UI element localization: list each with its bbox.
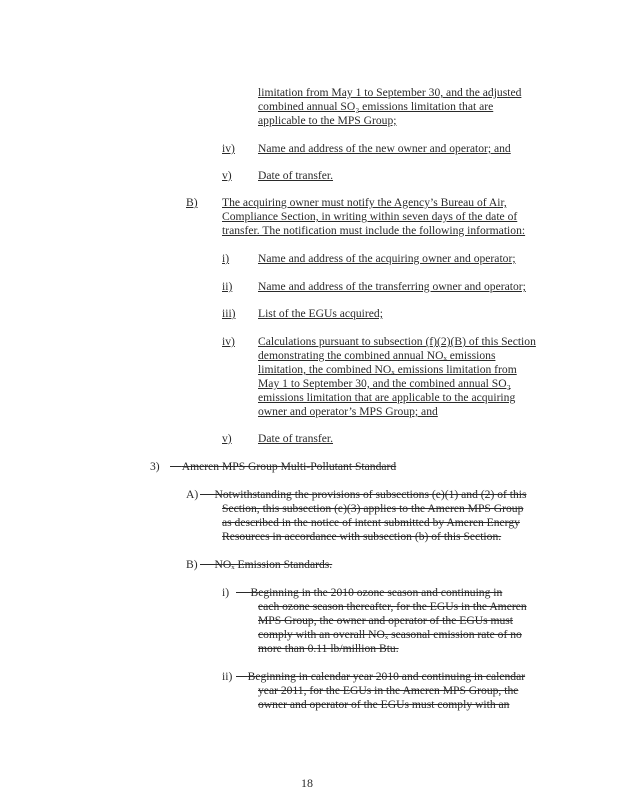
text-line: Section, this subsection (e)(3) applies to the Ameren MPS Group: [222, 502, 524, 515]
item-label: iv): [222, 335, 235, 348]
struck-text: Beginning in the 2010 ozone season and continuing in: [250, 586, 503, 599]
text-line: May 1 to September 30, and the combined annual SO₂: [258, 377, 511, 390]
text-line: Date of transfer.: [258, 432, 334, 445]
text-line: [200, 488, 527, 501]
struck-text: Notwithstanding the provisions of subsections (e)(1) and (2) of this: [214, 488, 527, 501]
text-line: each ozone season thereafter, for the EGUs in the Ameren: [258, 600, 527, 613]
text-line: [236, 586, 502, 599]
item-label: ii): [222, 280, 233, 293]
text-line: as described in the notice of intent submitted by Ameren Energy: [222, 516, 520, 529]
text-line: [236, 670, 525, 683]
text-line: Compliance Section, in writing within seven days of the date of: [222, 210, 518, 223]
text-line: year 2011, for the EGUs in the Ameren MPS Group, the: [258, 684, 519, 697]
text-line: List of the EGUs acquired;: [258, 307, 383, 320]
item-label: i): [222, 252, 230, 265]
text-line: [170, 460, 396, 473]
text-line: Calculations pursuant to subsection (f)(2)(B) of this Section: [258, 335, 536, 348]
item-label: 3): [150, 460, 160, 473]
struck-text: Beginning in calendar year 2010 and continuing in calendar: [247, 670, 526, 683]
text-line: Date of transfer.: [258, 169, 334, 182]
item-label: iv): [222, 142, 235, 155]
text-line: limitation from May 1 to September 30, and the adjusted: [258, 86, 522, 99]
text-line: The acquiring owner must notify the Agency’s Bureau of Air,: [222, 196, 507, 209]
text-line: MPS Group, the owner and operator of the EGUs must: [258, 614, 514, 627]
item-label: B): [186, 196, 198, 209]
item-label: A): [186, 488, 199, 501]
text-line: applicable to the MPS Group;: [258, 114, 397, 127]
text-line: limitation, the combined NOₓ emissions limitation from: [258, 363, 517, 376]
item-label: v): [222, 432, 232, 445]
text-line: Name and address of the acquiring owner and operator;: [258, 252, 516, 265]
text-line: emissions limitation that are applicable to the acquiring: [258, 391, 516, 404]
text-line: [200, 558, 332, 571]
item-label: v): [222, 169, 232, 182]
text-line: owner and operator’s MPS Group; and: [258, 405, 438, 418]
text-line: Name and address of the new owner and operator; and: [258, 142, 511, 155]
text-line: Resources in accordance with subsection (b) of this Section.: [222, 530, 502, 543]
struck-text: Ameren MPS Group Multi-Pollutant Standard: [181, 460, 397, 473]
text-line: more than 0.11 lb/million Btu.: [258, 642, 399, 655]
text-line: demonstrating the combined annual NOₓ emissions: [258, 349, 496, 362]
text-line: Name and address of the transferring owner and operator;: [258, 280, 526, 293]
item-label: i): [222, 586, 230, 599]
text-line: owner and operator of the EGUs must comply with an: [258, 698, 510, 711]
text-line: comply with an overall NOₓ seasonal emission rate of no: [258, 628, 522, 641]
item-label: ii): [222, 670, 233, 683]
struck-text: NOₓ Emission Standards.: [214, 558, 333, 571]
item-label: iii): [222, 307, 236, 320]
item-label: B): [186, 558, 198, 571]
text-line: transfer. The notification must include the following information:: [222, 224, 526, 237]
page-number: 18: [301, 776, 313, 790]
text-line: combined annual SO₂ emissions limitation that are: [258, 100, 494, 113]
